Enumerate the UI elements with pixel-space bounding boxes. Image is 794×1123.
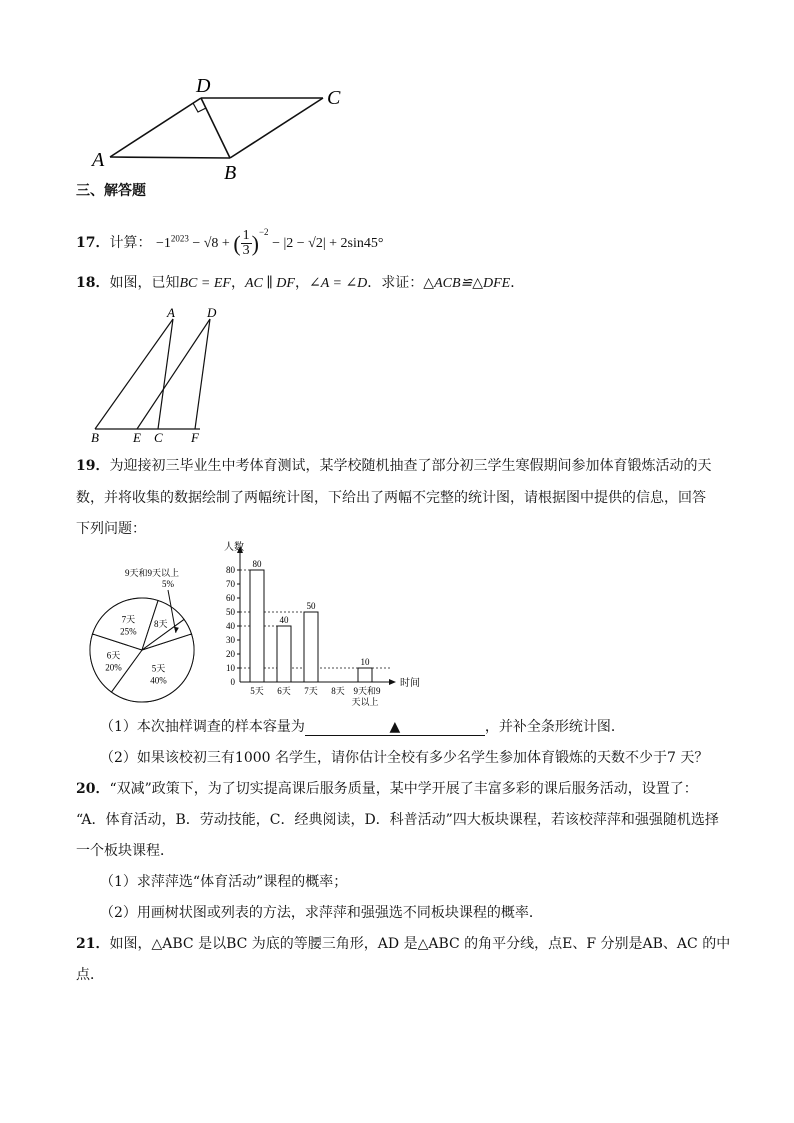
question-18: 18．如图，已知BC = EF，AC ∥ DF，∠A = ∠D．求证：△ACB≌△DFE． — [76, 275, 525, 291]
fig2-label-b: B — [91, 430, 99, 445]
question-21-line1: 21．如图，△ABC 是以BC 为底的等腰三角形，AD 是△ABC 的角平分线，点E、F 分别是AB、AC 的中 — [76, 936, 731, 952]
pie-label: 7天 — [121, 614, 136, 625]
y-tick-label: 40 — [226, 621, 235, 631]
question-20-line3: 一个板块课程． — [76, 843, 174, 859]
pie-label: 8天 — [154, 619, 168, 630]
q17-text: 计算： — [109, 235, 152, 251]
figure-triangles — [85, 305, 235, 450]
x-tick-label: 7天 — [304, 686, 318, 696]
bar — [277, 626, 291, 682]
question-17 — [76, 222, 756, 258]
pie-label: 6天 — [106, 650, 121, 661]
q18-number: 18． — [76, 275, 110, 291]
fig2-label-c: C — [154, 430, 163, 445]
q18-cond1: BC = EF — [179, 276, 231, 291]
pie-percent: 25% — [120, 626, 137, 637]
q18-claim: △ACB≌△DFE — [423, 276, 511, 291]
fig2-label-e: E — [133, 430, 141, 445]
q19-answer-blank[interactable]: ▲ — [305, 719, 485, 736]
y-tick-label: 60 — [226, 593, 235, 603]
y-tick-label: 20 — [226, 649, 235, 659]
bar — [250, 570, 264, 682]
bar-value-label: 80 — [252, 559, 262, 569]
bar-value-label: 40 — [279, 615, 289, 625]
q18-cond3: ∠A = ∠D — [308, 276, 368, 291]
q18-text: 如图，已知 — [109, 275, 180, 291]
y-tick-label: 80 — [226, 565, 235, 575]
y-tick-label: 30 — [226, 635, 235, 645]
x-tick-label: 8天 — [331, 686, 345, 696]
question-20-line1: 20．“双减”政策下，为了切实提高课后服务质量，某中学开展了丰富多彩的课后服务活动，设置了： — [76, 781, 698, 797]
q21-number: 21． — [76, 936, 110, 952]
q17-number: 17． — [76, 235, 110, 251]
x-tick-label: 6天 — [277, 686, 291, 696]
fig1-label-c: C — [327, 87, 341, 109]
bar-value-label: 50 — [306, 601, 316, 611]
fig2-label-f: F — [191, 430, 199, 445]
y-tick-label: 0 — [230, 677, 235, 687]
q20-sub2: （2）用画树状图或列表的方法，求萍萍和强强选不同板块课程的概率． — [100, 905, 543, 921]
pie-percent: 5% — [162, 579, 174, 589]
question-19-line1: 19．为迎接初三毕业生中考体育测试，某学校随机抽查了部分初三学生寒假期间参加体育锻炼活动的天 — [76, 458, 712, 474]
question-21-line2: 点． — [76, 967, 104, 983]
pie-percent: 20% — [105, 662, 122, 673]
q20-sub1: （1）求萍萍选“体育活动”课程的概率； — [100, 874, 348, 890]
y-tick-label: 10 — [226, 663, 235, 673]
y-tick-label: 50 — [226, 607, 235, 617]
pie-chart — [80, 556, 210, 706]
x-axis-arrow — [389, 679, 396, 685]
x-tick-label: 5天 — [250, 686, 264, 696]
section-title: 三、解答题 — [76, 183, 146, 199]
bar-value-label: 10 — [360, 657, 370, 667]
x-tick-label: 9天和9 — [353, 686, 381, 696]
q19-sub1: （1）本次抽样调查的样本容量为 ▲ ，并补全条形统计图． — [100, 719, 625, 735]
pie-percent: 40% — [150, 675, 167, 686]
bar-chart — [210, 540, 430, 710]
x-axis-label: 时间 — [400, 678, 420, 689]
figure-parallelogram — [90, 70, 360, 185]
y-axis-label: 人数 — [224, 542, 244, 553]
question-19-line2: 数，并将收集的数据绘制了两幅统计图，下给出了两幅不完整的统计图，请根据图中提供的信息，回答 — [76, 490, 706, 506]
q19-number: 19． — [76, 458, 110, 474]
fig1-label-a: A — [92, 149, 105, 171]
q19-sub2: （2）如果该校初三有1000 名学生，请你估计全校有多少名学生参加体育锻炼的天数不少于7 天？ — [100, 750, 709, 766]
y-tick-label: 70 — [226, 579, 235, 589]
pie-label: 9天和9天以上 — [124, 568, 180, 578]
pie-label: 5天 — [151, 663, 166, 674]
question-19-line3: 下列问题： — [76, 521, 146, 537]
fig2-label-d: D — [207, 305, 217, 320]
q17-expression: $-1^{2023} - √8$ + ( $\frac{1}{3}$ )$^{-2}$ − |2 − √2| + 2sin45° — [155, 227, 384, 259]
q18-cond2: AC ∥ DF — [244, 276, 295, 291]
fig1-label-b: B — [224, 162, 237, 184]
q20-number: 20． — [76, 781, 110, 797]
fig2-label-a: A — [167, 305, 175, 320]
fig1-label-d: D — [196, 75, 211, 97]
bar — [304, 612, 318, 682]
x-tick-label: 天以上 — [351, 697, 379, 707]
bar — [358, 668, 372, 682]
question-20-line2: “A．体育活动，B．劳动技能，C．经典阅读，D．科普活动”四大板块课程，若该校萍萍和强强随机选择 — [76, 812, 719, 828]
